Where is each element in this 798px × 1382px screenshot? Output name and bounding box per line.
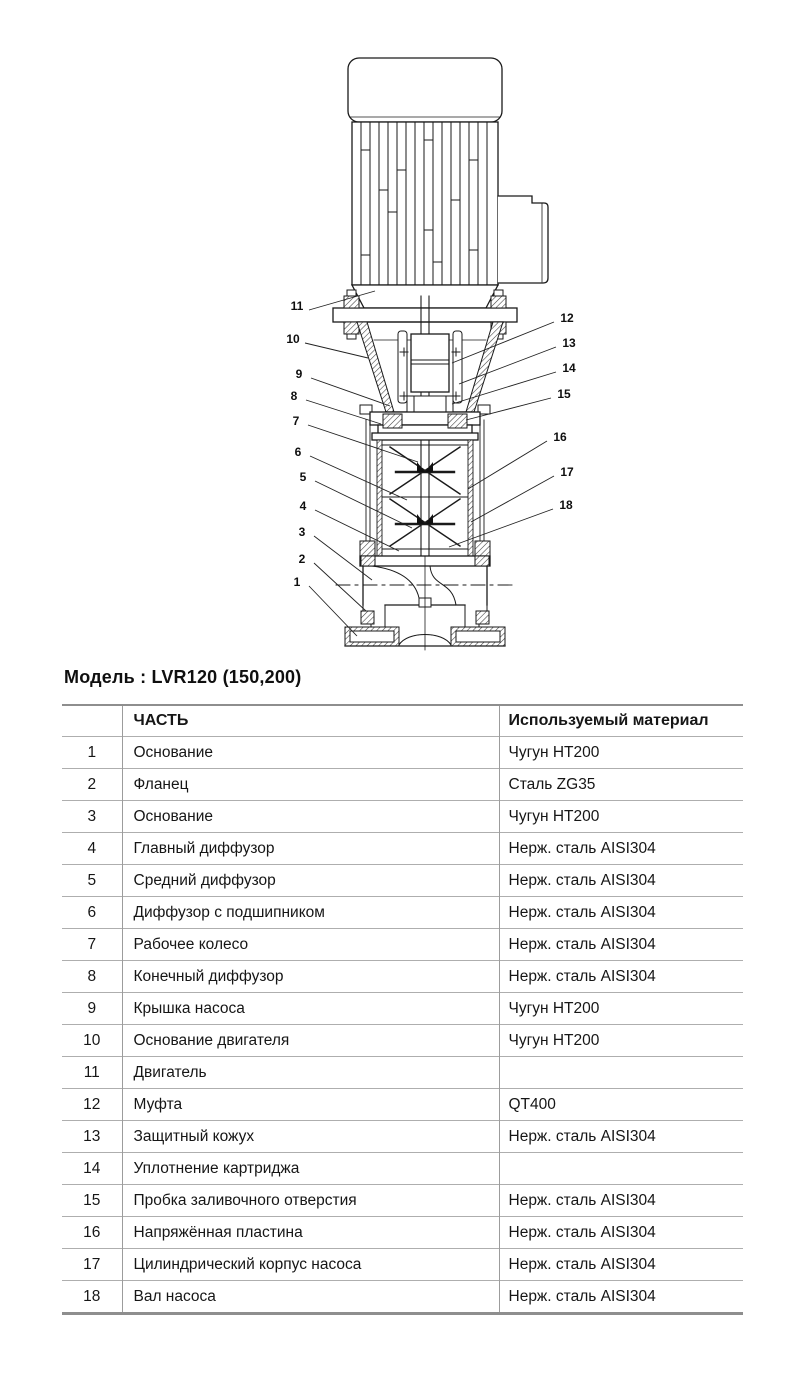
- callout-number-10: 10: [286, 332, 300, 346]
- callout-leader-18: [449, 509, 553, 547]
- part-number-cell: 3: [62, 801, 122, 833]
- part-name-cell: Конечный диффузор: [122, 961, 499, 993]
- callout-leader-1: [309, 586, 357, 636]
- header-material: Используемый материал: [508, 712, 709, 729]
- callout-number-14: 14: [562, 361, 576, 375]
- parts-table: [62, 704, 743, 1315]
- parts-table-row: [62, 737, 743, 769]
- material-cell: Чугун HT200: [508, 743, 600, 761]
- part-name-cell: Крышка насоса: [122, 993, 499, 1025]
- part-name-cell: Рабочее колесо: [122, 929, 499, 961]
- pump-linework: [333, 58, 548, 650]
- parts-table-header-row: [62, 705, 743, 737]
- parts-table-body: [62, 737, 743, 1314]
- part-name-cell: Уплотнение картриджа: [122, 1153, 499, 1185]
- material-cell: Нерж. сталь AISI304: [508, 1287, 656, 1305]
- header-number: [62, 705, 122, 737]
- material-cell: QT400: [508, 1095, 556, 1113]
- coupling: [400, 334, 460, 400]
- callout-number-12: 12: [560, 311, 574, 325]
- part-name-cell: Цилиндрический корпус насоса: [122, 1249, 499, 1281]
- motor-fan-cover: [348, 58, 502, 122]
- parts-table-row: [62, 801, 743, 833]
- callout-number-3: 3: [298, 525, 306, 539]
- model-title: Модель : LVR120 (150,200): [64, 667, 302, 687]
- material-cell: Чугун HT200: [508, 999, 600, 1017]
- material-cell: Нерж. сталь AISI304: [508, 903, 656, 921]
- callout-leader-2: [314, 563, 366, 611]
- part-name-cell: Основание: [122, 737, 499, 769]
- parts-table-row: [62, 1121, 743, 1153]
- part-number-cell: 6: [62, 897, 122, 929]
- part-name-cell: Вал насоса: [122, 1281, 499, 1314]
- seal-cartridge: [407, 396, 453, 412]
- motor-body: [352, 122, 498, 285]
- motor-bell: [352, 285, 498, 308]
- material-cell: Нерж. сталь AISI304: [508, 1223, 656, 1241]
- part-number-cell: 1: [62, 737, 122, 769]
- callout-number-11: 11: [290, 299, 304, 313]
- parts-table-row: [62, 769, 743, 801]
- material-cell: Чугун HT200: [508, 807, 600, 825]
- part-name-cell: Средний диффузор: [122, 865, 499, 897]
- parts-table-row: [62, 1185, 743, 1217]
- callout-leader-14: [452, 372, 556, 404]
- terminal-box: [498, 196, 548, 283]
- parts-table-row: [62, 1249, 743, 1281]
- part-number-cell: 10: [62, 1025, 122, 1057]
- parts-table-row: [62, 897, 743, 929]
- parts-table-row: [62, 833, 743, 865]
- material-cell: Нерж. сталь AISI304: [508, 871, 656, 889]
- header-part: ЧАСТЬ: [122, 705, 499, 737]
- material-cell: Нерж. сталь AISI304: [508, 839, 656, 857]
- callout-number-8: 8: [290, 389, 298, 403]
- parts-table-row: [62, 1025, 743, 1057]
- pump-base: [336, 556, 514, 650]
- callout-number-1: 1: [293, 575, 301, 589]
- part-name-cell: Напряжённая пластина: [122, 1217, 499, 1249]
- callout-number-4: 4: [299, 499, 307, 513]
- callout-number-13: 13: [562, 336, 576, 350]
- part-number-cell: 7: [62, 929, 122, 961]
- part-number-cell: 17: [62, 1249, 122, 1281]
- part-number-cell: 18: [62, 1281, 122, 1314]
- parts-table-row: [62, 865, 743, 897]
- part-number-cell: 13: [62, 1121, 122, 1153]
- callout-leader-4: [315, 510, 399, 551]
- part-number-cell: 9: [62, 993, 122, 1025]
- material-cell: Нерж. сталь AISI304: [508, 1127, 656, 1145]
- part-number-cell: 14: [62, 1153, 122, 1185]
- part-name-cell: Главный диффузор: [122, 833, 499, 865]
- callout-number-16: 16: [553, 430, 567, 444]
- part-number-cell: 12: [62, 1089, 122, 1121]
- part-name-cell: Защитный кожух: [122, 1121, 499, 1153]
- parts-table-row: [62, 1281, 743, 1314]
- material-cell: Чугун HT200: [508, 1031, 600, 1049]
- part-number-cell: 5: [62, 865, 122, 897]
- callout-leader-6: [310, 456, 407, 500]
- part-name-cell: Муфта: [122, 1089, 499, 1121]
- part-name-cell: Фланец: [122, 769, 499, 801]
- material-cell: Нерж. сталь AISI304: [508, 1255, 656, 1273]
- material-cell: Нерж. сталь AISI304: [508, 1191, 656, 1209]
- parts-table-row: [62, 1153, 743, 1185]
- part-name-cell: Пробка заливочного отверстия: [122, 1185, 499, 1217]
- parts-table-row: [62, 993, 743, 1025]
- pump-diagram-area: [0, 0, 798, 666]
- callout-leader-17: [471, 476, 554, 522]
- callout-number-17: 17: [560, 465, 574, 479]
- part-name-cell: Диффузор с подшипником: [122, 897, 499, 929]
- callout-number-15: 15: [557, 387, 571, 401]
- material-cell: Сталь ZG35: [508, 775, 596, 793]
- part-number-cell: 2: [62, 769, 122, 801]
- part-name-cell: Основание двигателя: [122, 1025, 499, 1057]
- pump-assembly-drawing: [0, 0, 798, 666]
- part-number-cell: 15: [62, 1185, 122, 1217]
- part-number-cell: 4: [62, 833, 122, 865]
- parts-table-row: [62, 1217, 743, 1249]
- material-cell: Нерж. сталь AISI304: [508, 967, 656, 985]
- callout-number-5: 5: [299, 470, 307, 484]
- parts-table-row: [62, 1089, 743, 1121]
- part-name-cell: Двигатель: [122, 1057, 499, 1089]
- callout-leader-10: [305, 343, 368, 358]
- callout-number-18: 18: [559, 498, 573, 512]
- part-name-cell: Основание: [122, 801, 499, 833]
- part-number-cell: 11: [62, 1057, 122, 1089]
- material-cell: [499, 1057, 743, 1089]
- callout-number-6: 6: [294, 445, 302, 459]
- callout-leader-13: [459, 347, 556, 384]
- pump-stages: [382, 445, 468, 549]
- parts-table-row: [62, 929, 743, 961]
- callout-number-2: 2: [298, 552, 306, 566]
- callout-number-7: 7: [292, 414, 300, 428]
- callout-number-9: 9: [295, 367, 303, 381]
- material-cell: [499, 1153, 743, 1185]
- part-number-cell: 16: [62, 1217, 122, 1249]
- parts-table-row: [62, 1057, 743, 1089]
- material-cell: Нерж. сталь AISI304: [508, 935, 656, 953]
- part-number-cell: 8: [62, 961, 122, 993]
- parts-table-row: [62, 961, 743, 993]
